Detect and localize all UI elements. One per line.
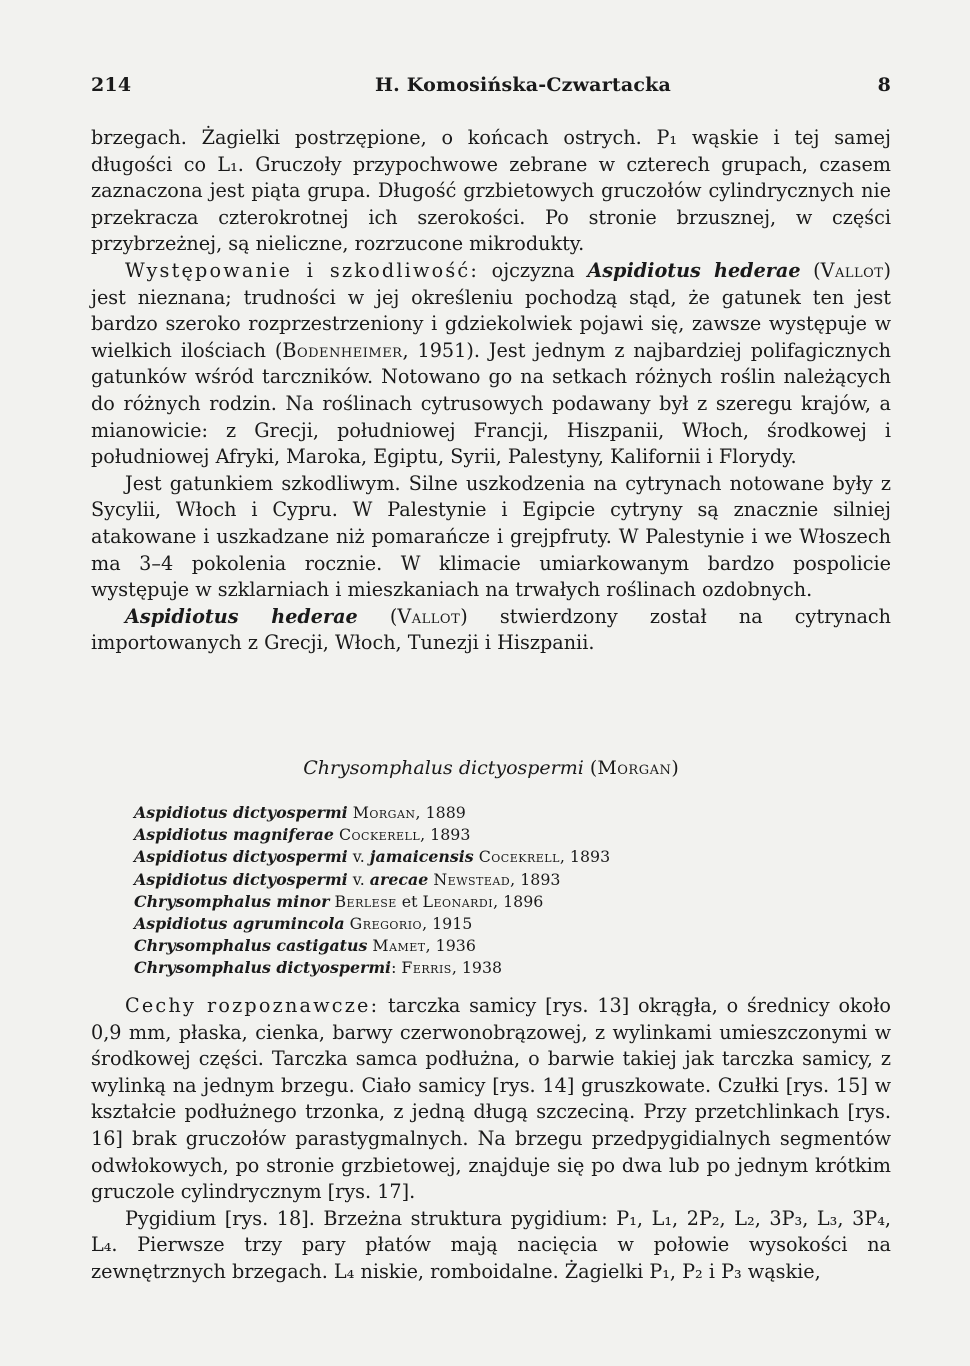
synonym-author: Cocekrell	[478, 847, 560, 867]
author-name: Bodenheimer	[282, 338, 403, 362]
synonym-year: , 1893	[559, 847, 611, 867]
text-span: , 1951). Jest jednym z najbardziej polifagicznych gatunków wśród tarczników. Notowano go na setkach różnych roślin należących do różnych rodzin. Na roślinach cytrusowych podawany był z szeregu krajów, a mianowicie: z Grecji, południowej Francji, Hiszpanii, Włoch, środkowej i południowej Afryki, Maroka, Egiptu, Syrii, Palestyny, Kalifornii i Florydy.	[91, 338, 891, 469]
species-name: Aspidiotus hederae	[587, 258, 801, 282]
synonym-year: , 1893	[510, 869, 561, 889]
synonym-author: Cockerell	[338, 825, 421, 845]
paragraph-diagnostic	[91, 993, 891, 1206]
synonym-variety: jamaicensis	[369, 847, 474, 867]
body-text-lower	[91, 993, 891, 1286]
synonym-year: , 1938	[451, 958, 503, 978]
synonym-variety: arecae	[369, 869, 429, 889]
text-span: (	[357, 604, 398, 628]
synonym-list	[134, 802, 834, 980]
text-span: tarczka samicy [rys. 13] okrągła, o średnicy około 0,9 mm, płaska, cienka, barwy czerwonobrązowej, z wylinkami umieszczonymi w środkowej części. Tarczka samca podłużna, o barwie takiej jak tarczka samicy, z wylinką na jednym brzegu. Ciało samicy [rys. 14] gruszkowate. Czułki [rys. 15] w kształcie podłużnego trzonka, z jedną długą szczeciną. Przy przetchlinkach [rys. 16] brak gruczołów parastygmalnych. Na brzegu przedpygidialnych segmentów odwłokowych, po stronie grzbietowej, znajduje się po dwa lub po jednym krótkim gruczole cylindrycznym [rys. 17].	[91, 994, 891, 1204]
synonym-connector: v.	[347, 869, 370, 889]
section-author: Morgan	[597, 757, 672, 779]
synonym-year: , 1893	[420, 825, 471, 845]
section-number: 8	[877, 74, 891, 96]
running-header-author: H. Komosińska-Czwartacka	[375, 74, 672, 96]
text-span: (	[800, 258, 821, 282]
running-header	[91, 74, 891, 98]
synonym-name: Aspidiotus magniferae	[134, 825, 334, 845]
synonym-connector: et	[396, 891, 423, 911]
synonym-author: Morgan	[352, 803, 416, 822]
synonym-author: Berlese	[334, 891, 397, 911]
synonym-name: Chrysomphalus dictyospermi	[134, 958, 392, 978]
synonym-name: Chrysomphalus castigatus	[134, 936, 368, 956]
author-name: Vallot	[397, 604, 461, 628]
synonym-year: , 1889	[415, 803, 466, 822]
text-span: ) jest nieznana; trudności w jej określeniu pochodzą stąd, że gatunek ten jest bardzo szeroko rozprzestrzeniony i gdziekolwiek pojawi się, zawsze występuje w wielkich ilościach (	[91, 258, 891, 362]
page-number: 214	[91, 74, 132, 96]
synonym-author: Leonardi	[422, 891, 494, 911]
synonym-name: Aspidiotus agrumincola	[134, 914, 345, 934]
synonym-name: Aspidiotus dictyospermi	[134, 847, 348, 867]
synonym-entry	[134, 869, 834, 891]
synonym-author: Ferris	[401, 958, 452, 978]
author-name: Vallot	[820, 258, 884, 282]
paragraph-import	[91, 604, 891, 657]
synonym-connector: :	[391, 958, 402, 978]
text-span: ) stwierdzony został na cytrynach importowanych z Grecji, Włoch, Tunezji i Hiszpanii.	[91, 604, 891, 655]
diagnostic-lead: Cechy rozpoznawcze:	[125, 994, 380, 1017]
synonym-entry	[134, 824, 834, 846]
synonym-name: Aspidiotus dictyospermi	[134, 869, 348, 889]
occurrence-lead: Występowanie i szkodliwość:	[125, 258, 480, 282]
section-species-name: Chrysomphalus dictyospermi	[303, 757, 584, 779]
synonym-name: Chrysomphalus minor	[134, 891, 330, 911]
paragraph-description-end: brzegach. Żagielki postrzępione, o końcach ostrych. P₁ wąskie i tej samej długości co L₁. Gruczoły przypochwowe zebrane w czterech grupach, czasem zaznaczona jest piąta grupa. Długość grzbietowych gruczołów cylindrycznych nie przekracza czterokrotnej ich szerokości. Po stronie brzusznej, w części przybrzeżnej, są nieliczne, rozrzucone mikrodukty.	[91, 126, 891, 256]
synonym-author: Gregorio	[349, 914, 423, 934]
synonym-connector: v.	[347, 847, 370, 867]
synonym-author: Mamet	[372, 936, 426, 956]
paragraph-pygidium: Pygidium [rys. 18]. Brzeżna struktura pygidium: P₁, L₁, 2P₂, L₂, 3P₃, L₃, 3P₄, L₄. Pierwsze trzy pary płatów mają nacięcia w połowie wysokości na zewnętrznych brzegach. L₄ niskie, romboidalne. Żagielki P₁, P₂ i P₃ wąskie,	[91, 1206, 891, 1283]
synonym-entry	[134, 846, 834, 868]
synonym-year: , 1936	[425, 936, 476, 956]
synonym-entry	[134, 913, 834, 935]
synonym-entry	[134, 957, 834, 979]
species-name: Aspidiotus hederae	[125, 604, 358, 628]
paragraph-harmfulness: Jest gatunkiem szkodliwym. Silne uszkodzenia na cytrynach notowane były z Sycylii, Włoch i Cypru. W Palestynie i Egipcie cytryny są znacznie silniej atakowane i uszkadzane niż pomarańcze i grejpfruty. W Palestynie i we Włoszech ma 3–4 pokolenia rocznie. W klimacie umiarkowanym bardzo pospolicie występuje w szklarniach i mieszkaniach na trwałych roślinach ozdobnych.	[91, 471, 891, 602]
paragraph-occurrence	[91, 258, 891, 471]
synonym-year: , 1915	[422, 914, 473, 934]
body-text-upper	[91, 125, 891, 657]
synonym-year: , 1896	[493, 891, 544, 911]
synonym-author: Newstead	[433, 869, 511, 889]
synonym-entry	[134, 802, 834, 824]
synonym-entry	[134, 935, 834, 957]
section-heading: Chrysomphalus dictyospermi (Morgan)	[303, 757, 679, 779]
synonym-entry	[134, 891, 834, 913]
text-span: ojczyzna	[479, 258, 588, 282]
synonym-name: Aspidiotus dictyospermi	[134, 803, 348, 822]
